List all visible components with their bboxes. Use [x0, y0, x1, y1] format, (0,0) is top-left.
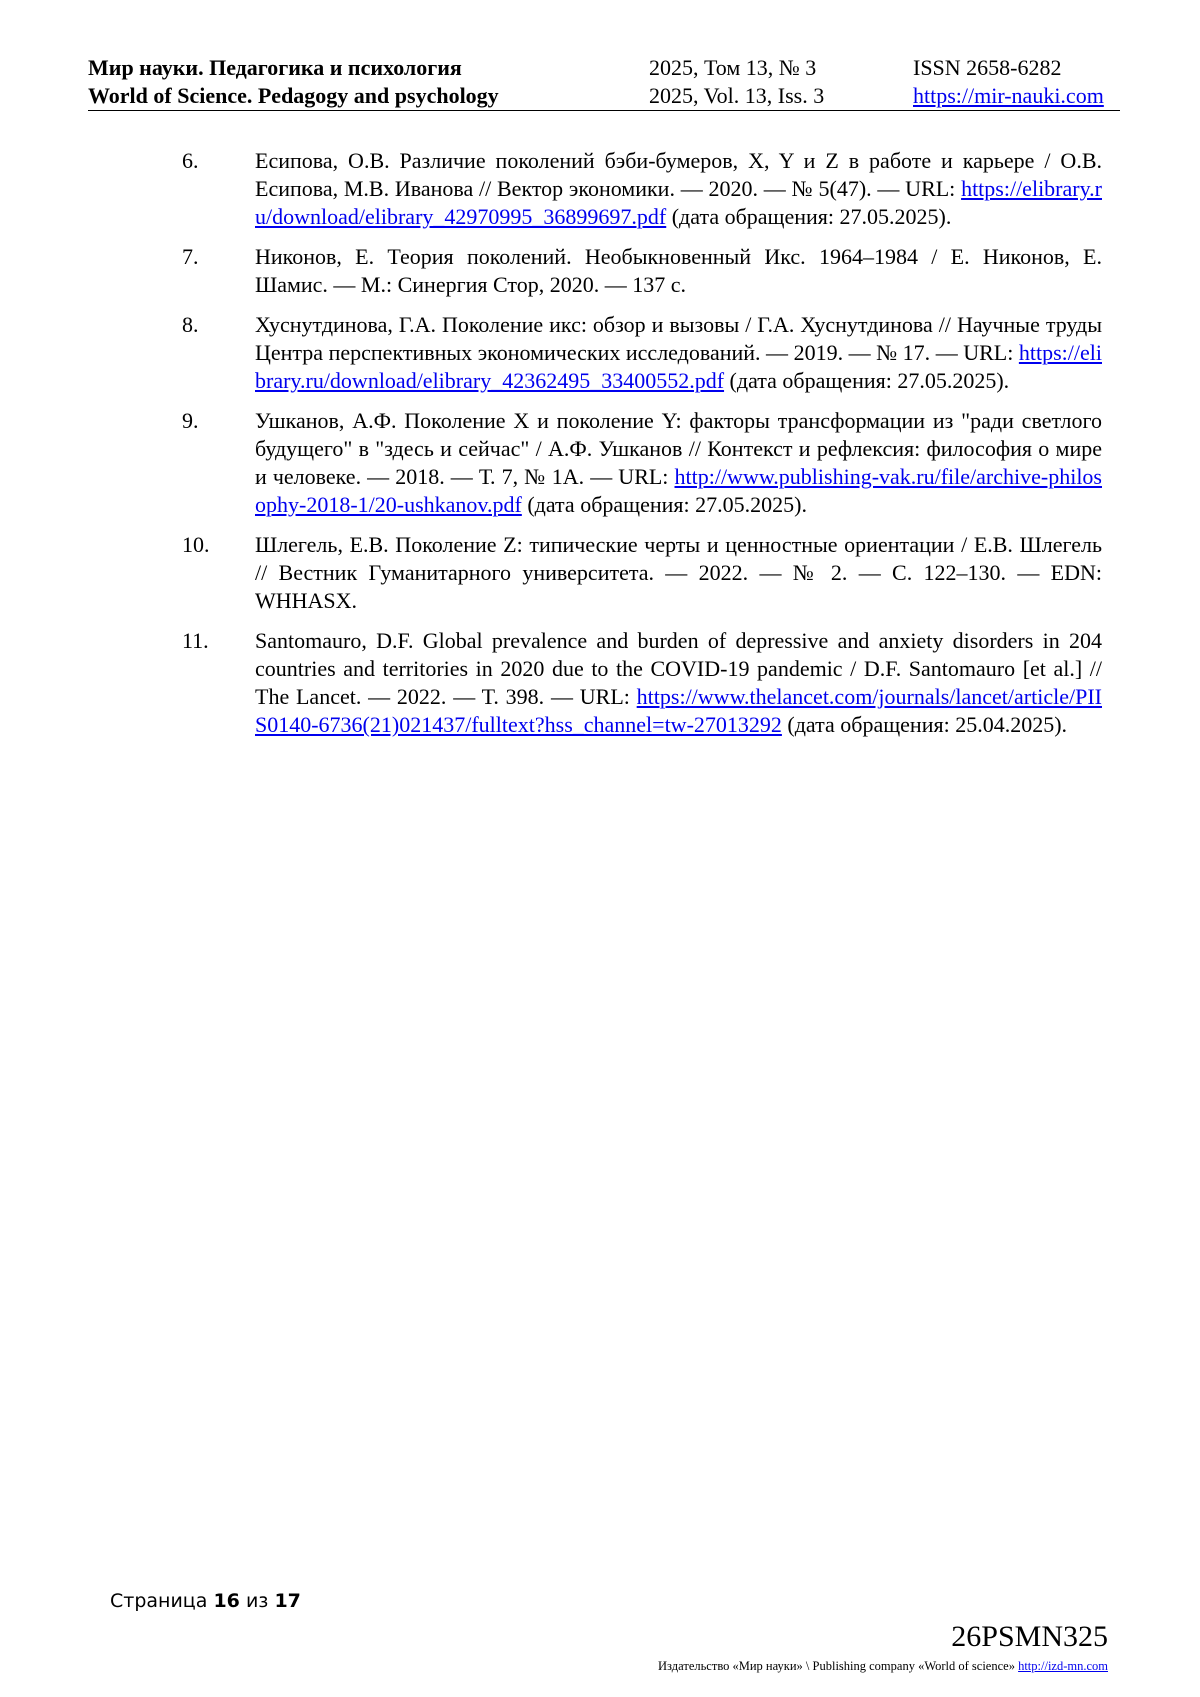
reference-citation: Шлегель, Е.В. Поколение Z: типические черты и ценностные ориентации / Е.В. Шлегель // Вестник Гуманитарного университета. — 2022. — № 2. — С. 122–130. — EDN: WHHASX.: [255, 532, 1102, 613]
reference-text: [255, 243, 1102, 299]
page-of: из: [245, 1590, 269, 1612]
reference-url-link[interactable]: https://elibrary.ru/download/elibrary_42970995_36899697.pdf: [255, 176, 1102, 229]
issn-block: [913, 54, 1104, 110]
volume-en: 2025, Vol. 13, Iss. 3: [649, 83, 825, 108]
reference-text: [255, 147, 1102, 231]
reference-citation: Есипова, О.В. Различие поколений бэби-бумеров, X, Y и Z в работе и карьере / О.В. Есипова, М.В. Иванова // Вектор экономики. — 2020. — № 5(47). — URL:: [255, 148, 1102, 201]
page-current: 16: [213, 1590, 240, 1612]
reference-citation: Ушканов, А.Ф. Поколение X и поколение Y: факторы трансформации из "ради светлого будущего" в "здесь и сейчас" / А.Ф. Ушканов // Контекст и рефлексия: философия о мире и человеке. — 2018. — Т. 7, № 1А. — URL:: [255, 408, 1102, 489]
reference-access-date: (дата обращения: 27.05.2025).: [666, 204, 952, 229]
reference-number: 11.: [182, 628, 209, 653]
volume-ru: 2025, Том 13, № 3: [649, 55, 817, 80]
reference-item: [182, 243, 1102, 299]
reference-item: [182, 311, 1102, 395]
reference-number: 7.: [182, 244, 199, 269]
page-header: [88, 54, 1120, 111]
reference-number: 10.: [182, 532, 210, 557]
reference-text: [255, 627, 1102, 739]
reference-text: [255, 407, 1102, 519]
reference-list: [182, 147, 1102, 751]
reference-url-link[interactable]: http://www.publishing-vak.ru/file/archive-philosophy-2018-1/20-ushkanov.pdf: [255, 464, 1102, 517]
reference-number: 6.: [182, 148, 199, 173]
page-word: Страница: [110, 1590, 208, 1612]
reference-number: 9.: [182, 408, 199, 433]
article-code: 26PSMN325: [951, 1620, 1108, 1653]
reference-url-link[interactable]: https://www.thelancet.com/journals/lancet/article/PIIS0140-6736(21)021437/fulltext?hss_channel=tw-27013292: [255, 684, 1102, 737]
reference-item: [182, 407, 1102, 519]
reference-access-date: (дата обращения: 27.05.2025).: [724, 368, 1010, 393]
reference-item: [182, 627, 1102, 739]
publisher-text: Издательство «Мир науки» \ Publishing company «World of science»: [658, 1659, 1019, 1673]
journal-site-link[interactable]: https://mir-nauki.com: [913, 83, 1104, 108]
volume-block: [649, 54, 824, 110]
reference-text: [255, 531, 1102, 615]
publisher-line: [658, 1659, 1108, 1674]
journal-title-ru: Мир науки. Педагогика и психология: [88, 55, 462, 80]
page-counter: [110, 1590, 301, 1612]
reference-citation: Хуснутдинова, Г.А. Поколение икс: обзор и вызовы / Г.А. Хуснутдинова // Научные труды Центра перспективных экономических исследований. — 2019. — № 17. — URL:: [255, 312, 1102, 365]
reference-item: [182, 531, 1102, 615]
reference-citation: Santomauro, D.F. Global prevalence and burden of depressive and anxiety disorders in 204 countries and territories in 2020 due to the COVID-19 pandemic / D.F. Santomauro [et al.] // The Lancet. — 2022. — T. 398. — URL:: [255, 628, 1102, 709]
reference-access-date: (дата обращения: 25.04.2025).: [781, 712, 1068, 737]
page-total: 17: [274, 1590, 301, 1612]
reference-access-date: (дата обращения: 27.05.2025).: [521, 492, 807, 517]
reference-item: [182, 147, 1102, 231]
reference-text: [255, 311, 1102, 395]
issn: ISSN 2658-6282: [913, 55, 1062, 80]
journal-title-en: World of Science. Pedagogy and psychology: [88, 83, 499, 108]
journal-title-block: [88, 54, 499, 110]
reference-citation: Никонов, Е. Теория поколений. Необыкновенный Икс. 1964–1984 / Е. Никонов, Е. Шамис. — М.: Синергия Стор, 2020. — 137 с.: [255, 244, 1102, 297]
reference-url-link[interactable]: https://elibrary.ru/download/elibrary_42362495_33400552.pdf: [255, 340, 1102, 393]
reference-number: 8.: [182, 312, 199, 337]
publisher-link[interactable]: http://izd-mn.com: [1018, 1659, 1108, 1673]
